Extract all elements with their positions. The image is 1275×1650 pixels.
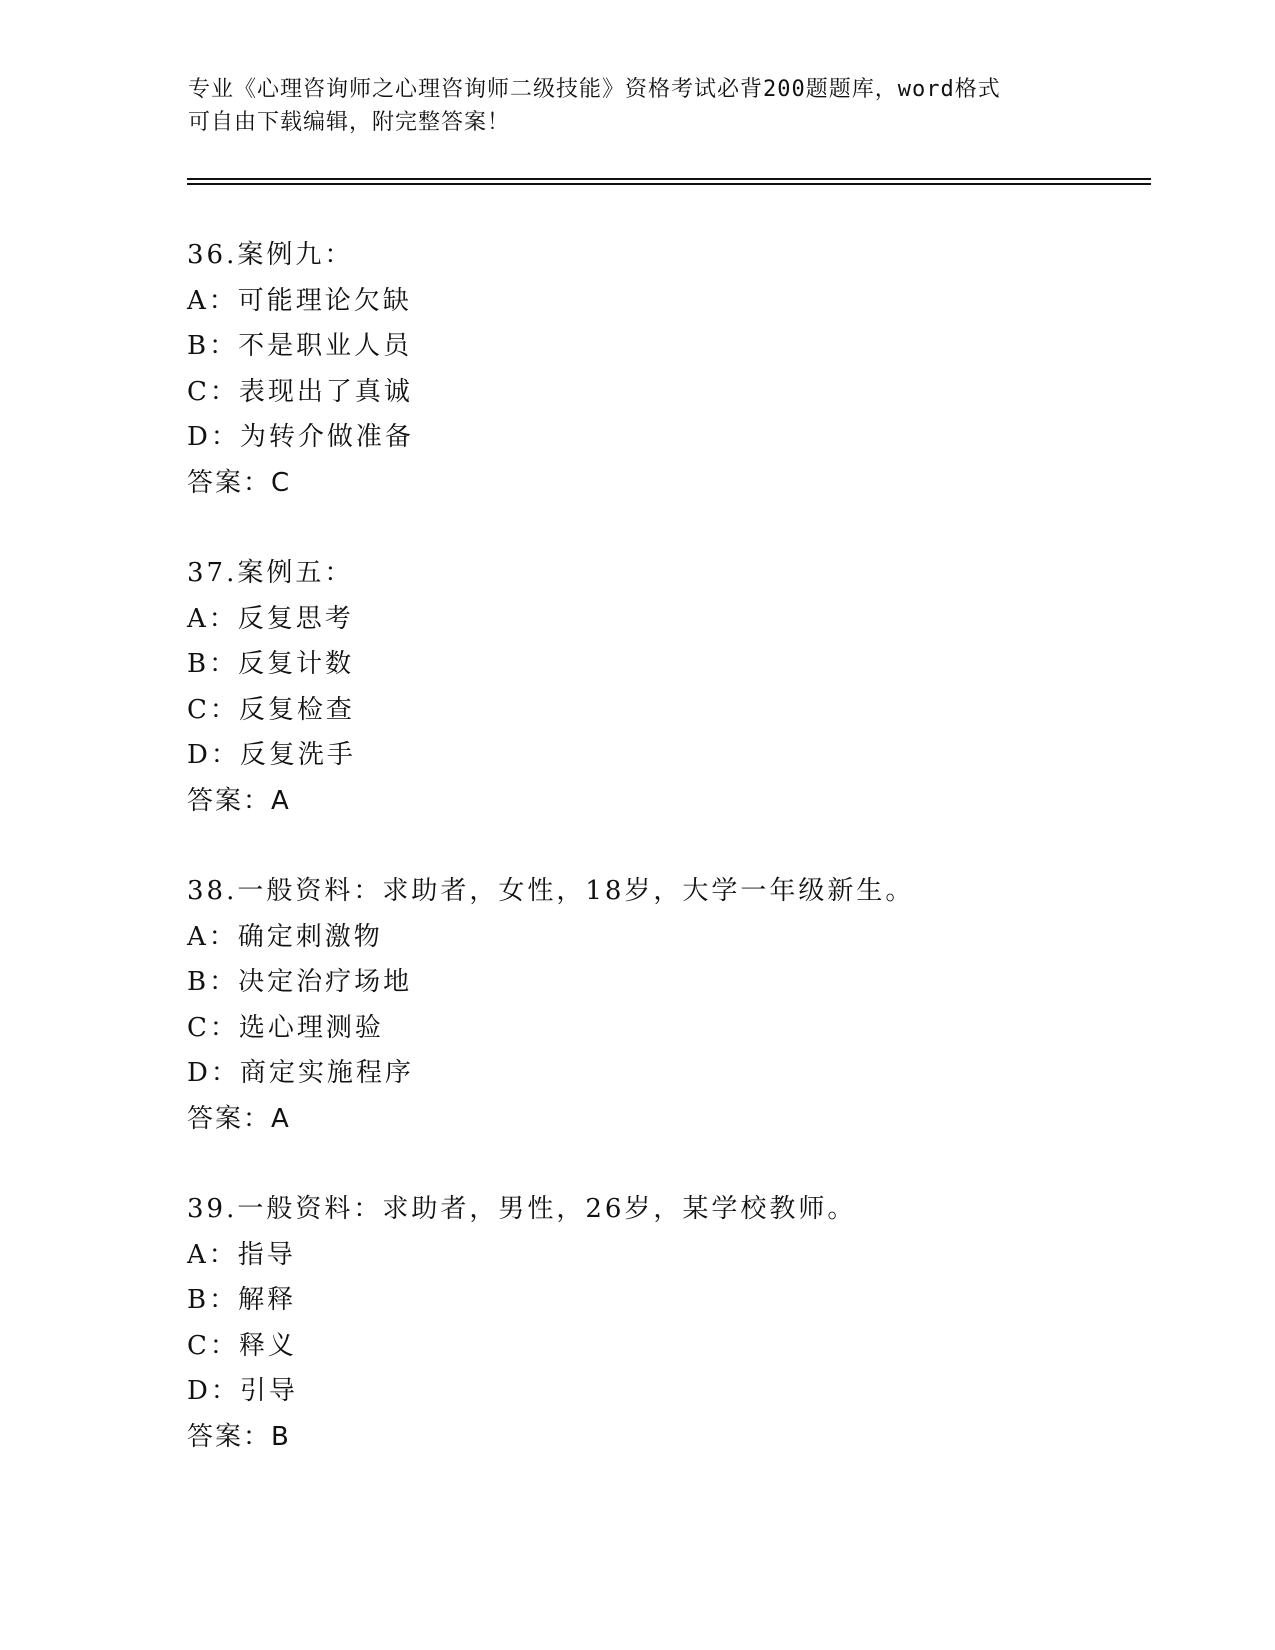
option-c: C：表现出了真诚 (187, 376, 413, 407)
option-d: D：为转介做准备 (187, 422, 414, 452)
header-line-1: 专业《心理咨询师之心理咨询师二级技能》资格考试必背200题题库，word格式 (188, 77, 1001, 102)
option-a: A：反复思考 (187, 603, 354, 634)
answer-line: 答案：A (187, 1103, 291, 1134)
header-line-2: 可自由下载编辑，附完整答案！ (188, 110, 511, 135)
option-b: B：解释 (187, 1285, 297, 1315)
option-c: C：反复检查 (187, 694, 355, 725)
option-c: C：释义 (187, 1330, 297, 1361)
option-a: A：确定刺激物 (187, 921, 383, 952)
question-stem: 39.一般资料：求助者，男性，26岁，某学校教师。 (187, 1194, 857, 1224)
question-block (187, 869, 1147, 1142)
option-d: D：引导 (187, 1376, 298, 1406)
option-a: A：可能理论欠缺 (187, 285, 412, 316)
option-a: A：指导 (187, 1239, 296, 1270)
question-block (187, 551, 1147, 824)
question-block (187, 233, 1147, 506)
option-d: D：反复洗手 (187, 740, 356, 770)
option-b: B：反复计数 (187, 649, 355, 679)
question-stem: 36.案例九： (187, 240, 354, 270)
question-stem: 37.案例五： (187, 558, 354, 588)
answer-line: 答案：A (187, 785, 291, 816)
option-c: C：选心理测验 (187, 1012, 384, 1043)
header-divider-bottom (187, 183, 1151, 185)
option-d: D：商定实施程序 (187, 1058, 414, 1088)
answer-line: 答案：B (187, 1421, 291, 1452)
option-b: B：不是职业人员 (187, 331, 413, 361)
document-header (188, 73, 1088, 139)
option-b: B：决定治疗场地 (187, 967, 413, 997)
header-divider-top (187, 178, 1151, 180)
question-stem: 38.一般资料：求助者，女性，18岁，大学一年级新生。 (187, 876, 915, 906)
answer-line: 答案：C (187, 467, 292, 498)
question-block (187, 1187, 1147, 1460)
